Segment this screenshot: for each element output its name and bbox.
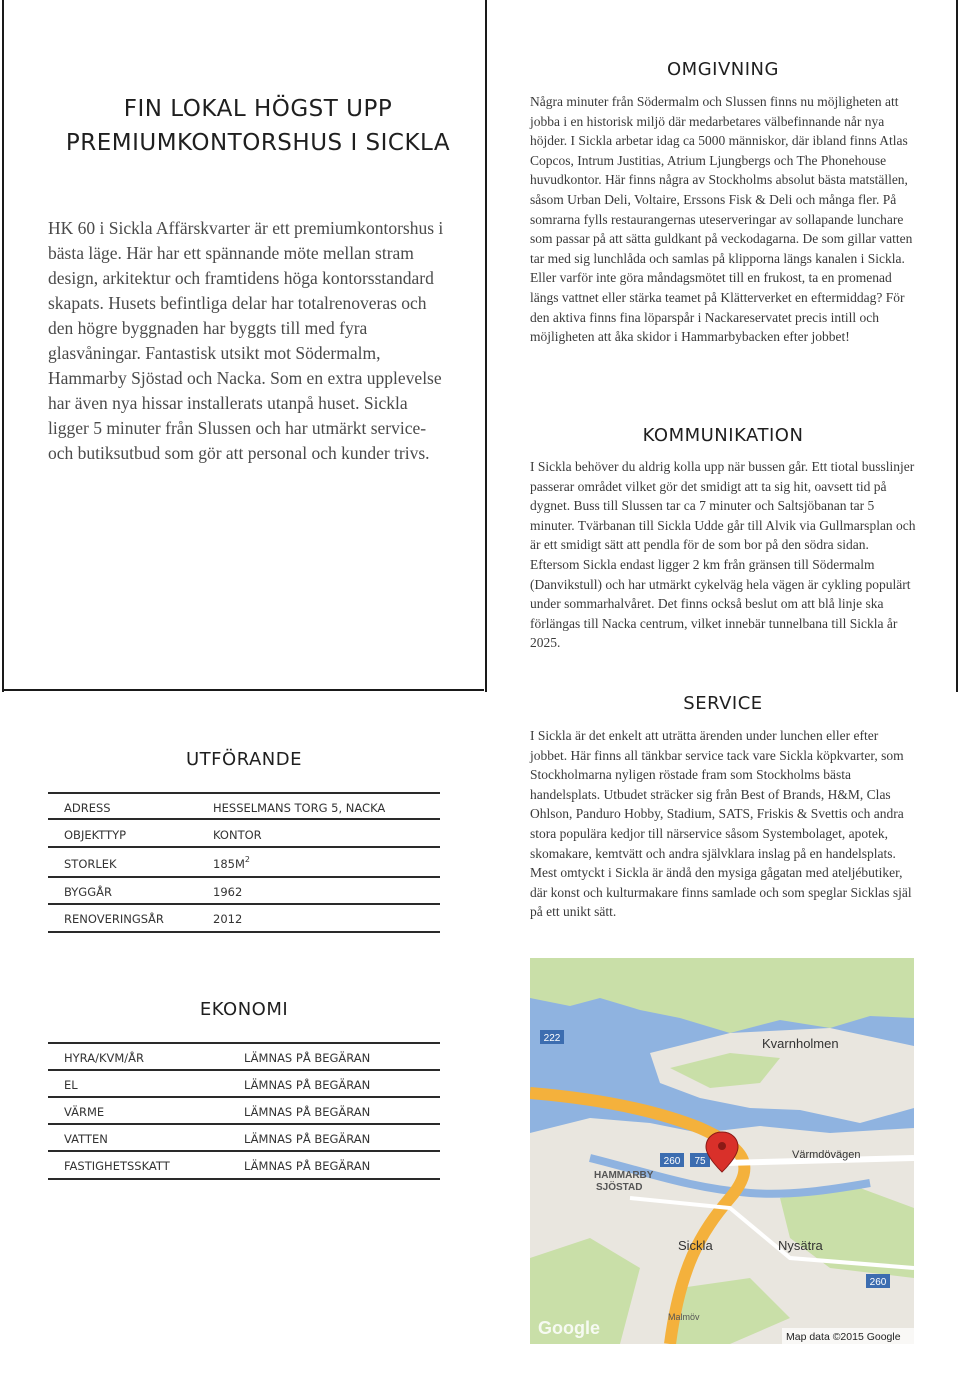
row-value [213,855,250,871]
row-value: LÄMNAS PÅ BEGÄRAN [244,1132,371,1146]
row-key: HYRA/KVM/ÅR [64,1051,145,1065]
ekonomi-table [48,1042,440,1184]
row-key: RENOVERINGSÅR [64,912,164,926]
google-logo: Google [538,1318,600,1338]
table-row [48,1156,440,1174]
table-rule [48,818,440,820]
center-divider-horizontal [2,689,484,691]
row-key: STORLEK [64,857,117,871]
table-rule [48,1150,440,1152]
title-line-2: PREMIUMKONTORSHUS I SICKLA [65,130,451,156]
utforande-table [48,792,440,937]
table-row [48,854,440,872]
table-rule [48,1042,440,1044]
table-rule [48,903,440,905]
size-unit-sup: 2 [244,855,250,864]
table-rule [48,792,440,794]
row-key: VÄRME [64,1105,105,1119]
road-badge-label: 260 [663,1156,681,1167]
map-graphic [530,958,914,1344]
table-rule [48,931,440,933]
row-key: FASTIGHETSSKATT [64,1159,170,1173]
table-row [48,1102,440,1120]
title-line-1: FIN LOKAL HÖGST UPP [123,96,393,122]
omgivning-heading: OMGIVNING [667,59,779,80]
map-label-hammarby: HAMMARBY [594,1170,654,1181]
service-paragraph: I Sickla är det enkelt att uträtta ärenden under lunchen eller efter jobbet. Här finns all tänkbar service tack vare Sickla köpkvarter, som Stockholmarna nyligen röstade fram som Stockholms bästa handelsplats. Utbudet sträcker sig från Best of Brands, H&M, Clas Ohlson, Panduro Hobby, Stadium, SATS, Friskis & Svettis och andra stora populära kedjor till närservice såsom Systembolaget, apotek, skomakare, kemtvätt och andra självklara inslag på en handelsplats. Mest omtyckt i Sickla är ändå den mysiga gågatan med ateljébutiker, där konst och kulturmakare finns samlade och som speglar Sicklas själ på ett unikt sätt. [530,728,912,920]
table-rule [48,846,440,848]
service-heading: SERVICE [683,693,763,714]
location-map[interactable] [530,958,914,1344]
map-label-sickla: Sickla [678,1238,713,1253]
row-value: 2012 [213,912,243,926]
road-badge-label: 260 [869,1277,887,1288]
table-rule [48,1123,440,1125]
center-divider-top [485,0,487,692]
ekonomi-heading: EKONOMI [199,999,289,1020]
road-badge-label: 222 [543,1033,561,1044]
size-value: 185M [213,857,245,871]
row-key: ADRESS [64,801,111,815]
row-value: LÄMNAS PÅ BEGÄRAN [244,1105,371,1119]
right-border [956,0,958,692]
map-label-nysatra: Nysätra [778,1238,823,1253]
kommunikation-heading: KOMMUNIKATION [642,425,804,446]
row-key: EL [64,1078,78,1092]
row-key: OBJEKTTYP [64,828,127,842]
left-border [2,0,4,692]
table-row [48,1075,440,1093]
table-rule [48,1096,440,1098]
road-badge-label: 75 [694,1156,706,1167]
row-value: HESSELMANS TORG 5, NACKA [213,801,386,815]
omgivning-paragraph: Några minuter från Södermalm och Slussen finns nu möjligheten att jobba i en historisk miljö där medarbetares välbefinnande når nya höjder. I Sickla arbetar idag ca 5000 människor, där ibland finns Atlas Copcos, Intrum Justitias, Atrium Ljungbergs och The Phonehouse huvudkontor. Här finns några av Stockholms absolut bästa matställen, såsom Urban Deli, Voltaire, Erssons Fisk & Deli och många fler. På somrarna fylls restaurangernas uteserveringar av sollapande lunchare som passar på att sätta guldkant på veckodagarna. De som gillar vatten tar med sig lunchlåda och samlas på klipporna längs kanalen i Sickla. Eller varför inte göra måndagsmötet till en frukost, ta en promenad längs vattnet eller stärka teamet på Klätterverket en eftermiddag? För den aktiva finns fina löparspår i Nackareservatet precis intill och möjligheten att åka skidor i Hammarbybacken efter jobbet! [530,94,913,345]
map-label-malmovagen: Malmöv [668,1312,700,1322]
table-rule [48,876,440,878]
row-key: BYGGÅR [64,885,112,899]
table-row [48,825,440,843]
table-row [48,909,440,927]
map-label-sjostad: SJÖSTAD [596,1182,643,1193]
row-value: KONTOR [213,828,262,842]
table-row [48,798,440,816]
map-label-kvarnholmen: Kvarnholmen [762,1036,839,1051]
kommunikation-paragraph: I Sickla behöver du aldrig kolla upp när bussen går. Ett tiotal busslinjer passerar området vilket gör det smidigt att ta sig hit, oavsett tid på dygnet. Buss till Slussen tar ca 7 minuter och Saltsjöbanan tar 5 minuter. Tvärbanan till Sickla Udde går till Alvik via Gullmarsplan och är ett smidigt sätt att pendla för de som bor på den södra sidan. Eftersom Sickla endast ligger 2 km från gränsen till Södermalm (Danvikstull) och har utmärkt cykelväg hela vägen är cykling populärt under sommarhalvåret. Det finns också beslut om att blå linje ska förlängas till Nacka centrum, vilket innebär tunnelbana till Sickla år 2025. [530,459,916,651]
row-key: VATTEN [64,1132,108,1146]
map-attribution: Map data ©2015 Google [786,1331,901,1343]
row-value: LÄMNAS PÅ BEGÄRAN [244,1159,371,1173]
map-label-varmdovagen: Värmdövägen [792,1149,861,1161]
row-value: LÄMNAS PÅ BEGÄRAN [244,1051,371,1065]
table-row [48,1129,440,1147]
table-row [48,882,440,900]
table-rule [48,1069,440,1071]
utforande-heading: UTFÖRANDE [186,749,302,770]
page-title [48,92,468,160]
table-row [48,1048,440,1066]
intro-paragraph: HK 60 i Sickla Affärskvarter är ett premiumkontorshus i bästa läge. Här har ett spännande möte mellan stram design, arkitektur och framtidens höga kontorsstandard skapats. Husets befintliga delar har totalrenoveras och den högre byggnaden har byggts till med fyra glasvåningar. Fantastisk utsikt mot Södermalm, Hammarby Sjöstad och Nacka. Som en extra upplevelse har även nya hissar installerats utanpå huset. Sickla ligger 5 minuter från Slussen och har utmärkt service- och butiksutbud som gör att personal och kunder trivs. [48,218,444,463]
row-value: LÄMNAS PÅ BEGÄRAN [244,1078,371,1092]
table-rule [48,1178,440,1180]
row-value: 1962 [213,885,243,899]
